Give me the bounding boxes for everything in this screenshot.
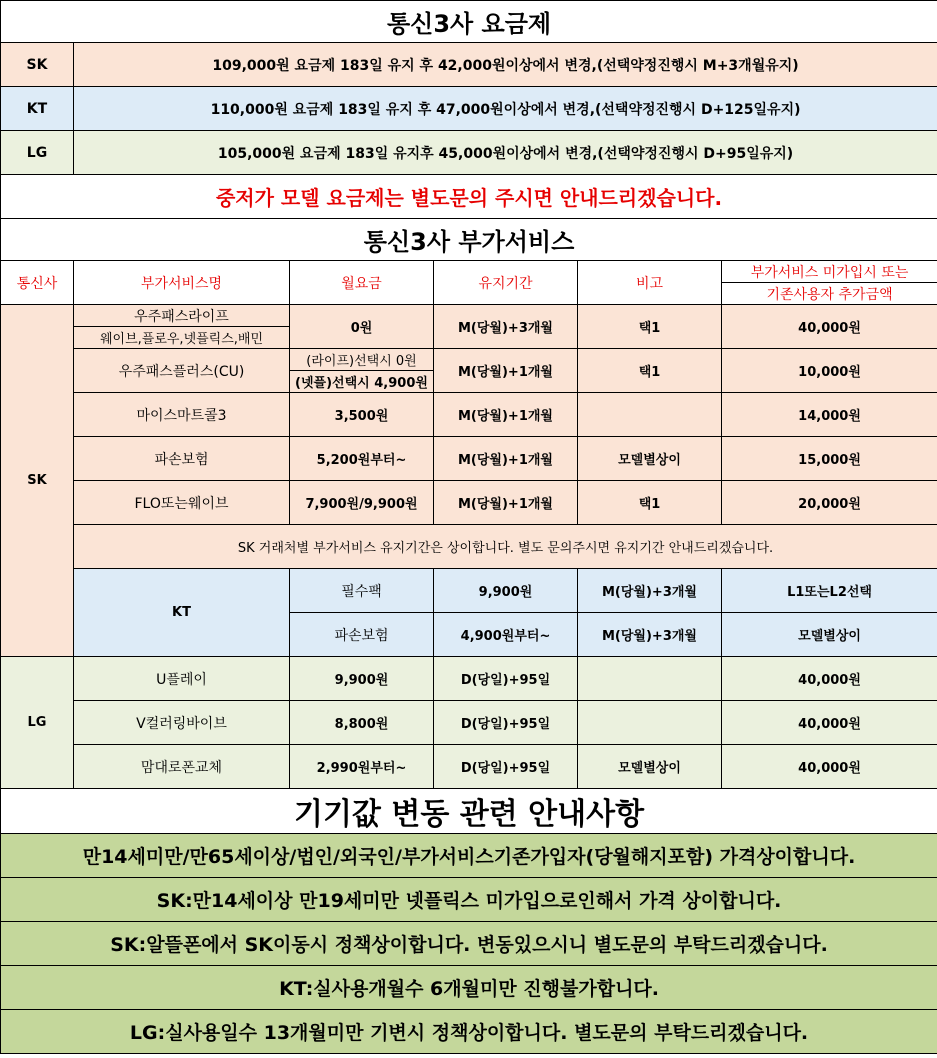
price-note: 만14세미만/만65세이상/법인/외국인/부가서비스기존가입자(당월해지포함) 가격상이합니다. — [1, 834, 937, 878]
lg-service-name: U플레이 — [74, 657, 290, 701]
sk-note: 모델별상이 — [578, 437, 722, 481]
header-period: 유지기간 — [434, 261, 578, 305]
sk-extra: 20,000원 — [722, 481, 937, 525]
sk-service-name: 우주패스라이프 — [74, 305, 290, 327]
lg-carrier-label: LG — [1, 657, 74, 789]
kt-service-name: 파손보험 — [290, 613, 434, 657]
lg-fee: 9,900원 — [290, 657, 434, 701]
sk-period: M(당월)+3개월 — [434, 305, 578, 349]
sk-note: 택1 — [578, 349, 722, 393]
kt-service-name: 필수팩 — [290, 569, 434, 613]
plan-text-kt: 110,000원 요금제 183일 유지 후 47,000원이상에서 변경,(선택약정진행시 D+125일유지) — [74, 87, 937, 131]
sk-service-subname: 웨이브,플로우,넷플릭스,배민 — [74, 327, 290, 349]
price-note: SK:알뜰폰에서 SK이동시 정책상이합니다. 변동있으시니 별도문의 부탁드리겠습니다. — [1, 922, 937, 966]
kt-fee: 4,900원부터~ — [434, 613, 578, 657]
sk-carrier-label: SK — [1, 305, 74, 657]
sk-service-name: FLO또는웨이브 — [74, 481, 290, 525]
lg-period: D(당일)+95일 — [434, 745, 578, 789]
lg-service-name: 맘대로폰교체 — [74, 745, 290, 789]
plan-carrier-kt: KT — [1, 87, 74, 131]
sk-extra: 40,000원 — [722, 305, 937, 349]
header-carrier: 통신사 — [1, 261, 74, 305]
header-extra-line2: 기존사용자 추가금액 — [722, 283, 937, 305]
header-service: 부가서비스명 — [74, 261, 290, 305]
sk-fee-option2: (넷플)선택시 4,900원 — [290, 371, 434, 393]
kt-note: 모델별상이 — [722, 613, 937, 657]
lg-service-name: V컬러링바이브 — [74, 701, 290, 745]
header-extra-line1: 부가서비스 미가입시 또는 — [722, 261, 937, 283]
sk-fee: 3,500원 — [290, 393, 434, 437]
sk-extra: 10,000원 — [722, 349, 937, 393]
price-note: KT:실사용개월수 6개월미만 진행불가합니다. — [1, 966, 937, 1010]
sk-service-name: 우주패스플러스(CU) — [74, 349, 290, 393]
kt-period: M(당월)+3개월 — [578, 569, 722, 613]
kt-period: M(당월)+3개월 — [578, 613, 722, 657]
sk-fee: 0원 — [290, 305, 434, 349]
sk-note — [578, 393, 722, 437]
plans-title: 통신3사 요금제 — [1, 1, 937, 43]
header-fee: 월요금 — [290, 261, 434, 305]
sk-note: 택1 — [578, 305, 722, 349]
lg-note — [578, 657, 722, 701]
price-note: LG:실사용일수 13개월미만 기변시 정책상이합니다. 별도문의 부탁드리겠습니다. — [1, 1010, 937, 1054]
lg-fee: 8,800원 — [290, 701, 434, 745]
sk-period: M(당월)+1개월 — [434, 481, 578, 525]
kt-note: L1또는L2선택 — [722, 569, 937, 613]
header-note: 비고 — [578, 261, 722, 305]
kt-fee: 9,900원 — [434, 569, 578, 613]
price-change-title: 기기값 변동 관련 안내사항 — [1, 789, 937, 834]
sk-footnote: SK 거래처별 부가서비스 유지기간은 상이합니다. 별도 문의주시면 유지기간 안내드리겠습니다. — [74, 525, 937, 569]
sk-service-name: 마이스마트콜3 — [74, 393, 290, 437]
sk-extra: 15,000원 — [722, 437, 937, 481]
sk-period: M(당월)+1개월 — [434, 437, 578, 481]
plan-carrier-sk: SK — [1, 43, 74, 87]
addons-title: 통신3사 부가서비스 — [1, 219, 937, 261]
lg-extra: 40,000원 — [722, 701, 937, 745]
lg-period: D(당일)+95일 — [434, 701, 578, 745]
sk-fee: 5,200원부터~ — [290, 437, 434, 481]
plan-text-lg: 105,000원 요금제 183일 유지후 45,000원이상에서 변경,(선택약정진행시 D+95일유지) — [74, 131, 937, 175]
lg-note: 모델별상이 — [578, 745, 722, 789]
sk-extra: 14,000원 — [722, 393, 937, 437]
plan-carrier-lg: LG — [1, 131, 74, 175]
sk-period: M(당월)+1개월 — [434, 349, 578, 393]
lg-extra: 40,000원 — [722, 745, 937, 789]
lg-period: D(당일)+95일 — [434, 657, 578, 701]
kt-carrier-label: KT — [74, 569, 290, 657]
sk-note: 택1 — [578, 481, 722, 525]
lg-note — [578, 701, 722, 745]
sk-fee-option1: (라이프)선택시 0원 — [290, 349, 434, 371]
lg-extra: 40,000원 — [722, 657, 937, 701]
midrange-notice: 중저가 모델 요금제는 별도문의 주시면 안내드리겠습니다. — [1, 175, 937, 219]
sk-period: M(당월)+1개월 — [434, 393, 578, 437]
lg-fee: 2,990원부터~ — [290, 745, 434, 789]
plan-text-sk: 109,000원 요금제 183일 유지 후 42,000원이상에서 변경,(선택약정진행시 M+3개월유지) — [74, 43, 937, 87]
sk-service-name: 파손보험 — [74, 437, 290, 481]
sk-fee: 7,900원/9,900원 — [290, 481, 434, 525]
price-note: SK:만14세이상 만19세미만 넷플릭스 미가입으로인해서 가격 상이합니다. — [1, 878, 937, 922]
